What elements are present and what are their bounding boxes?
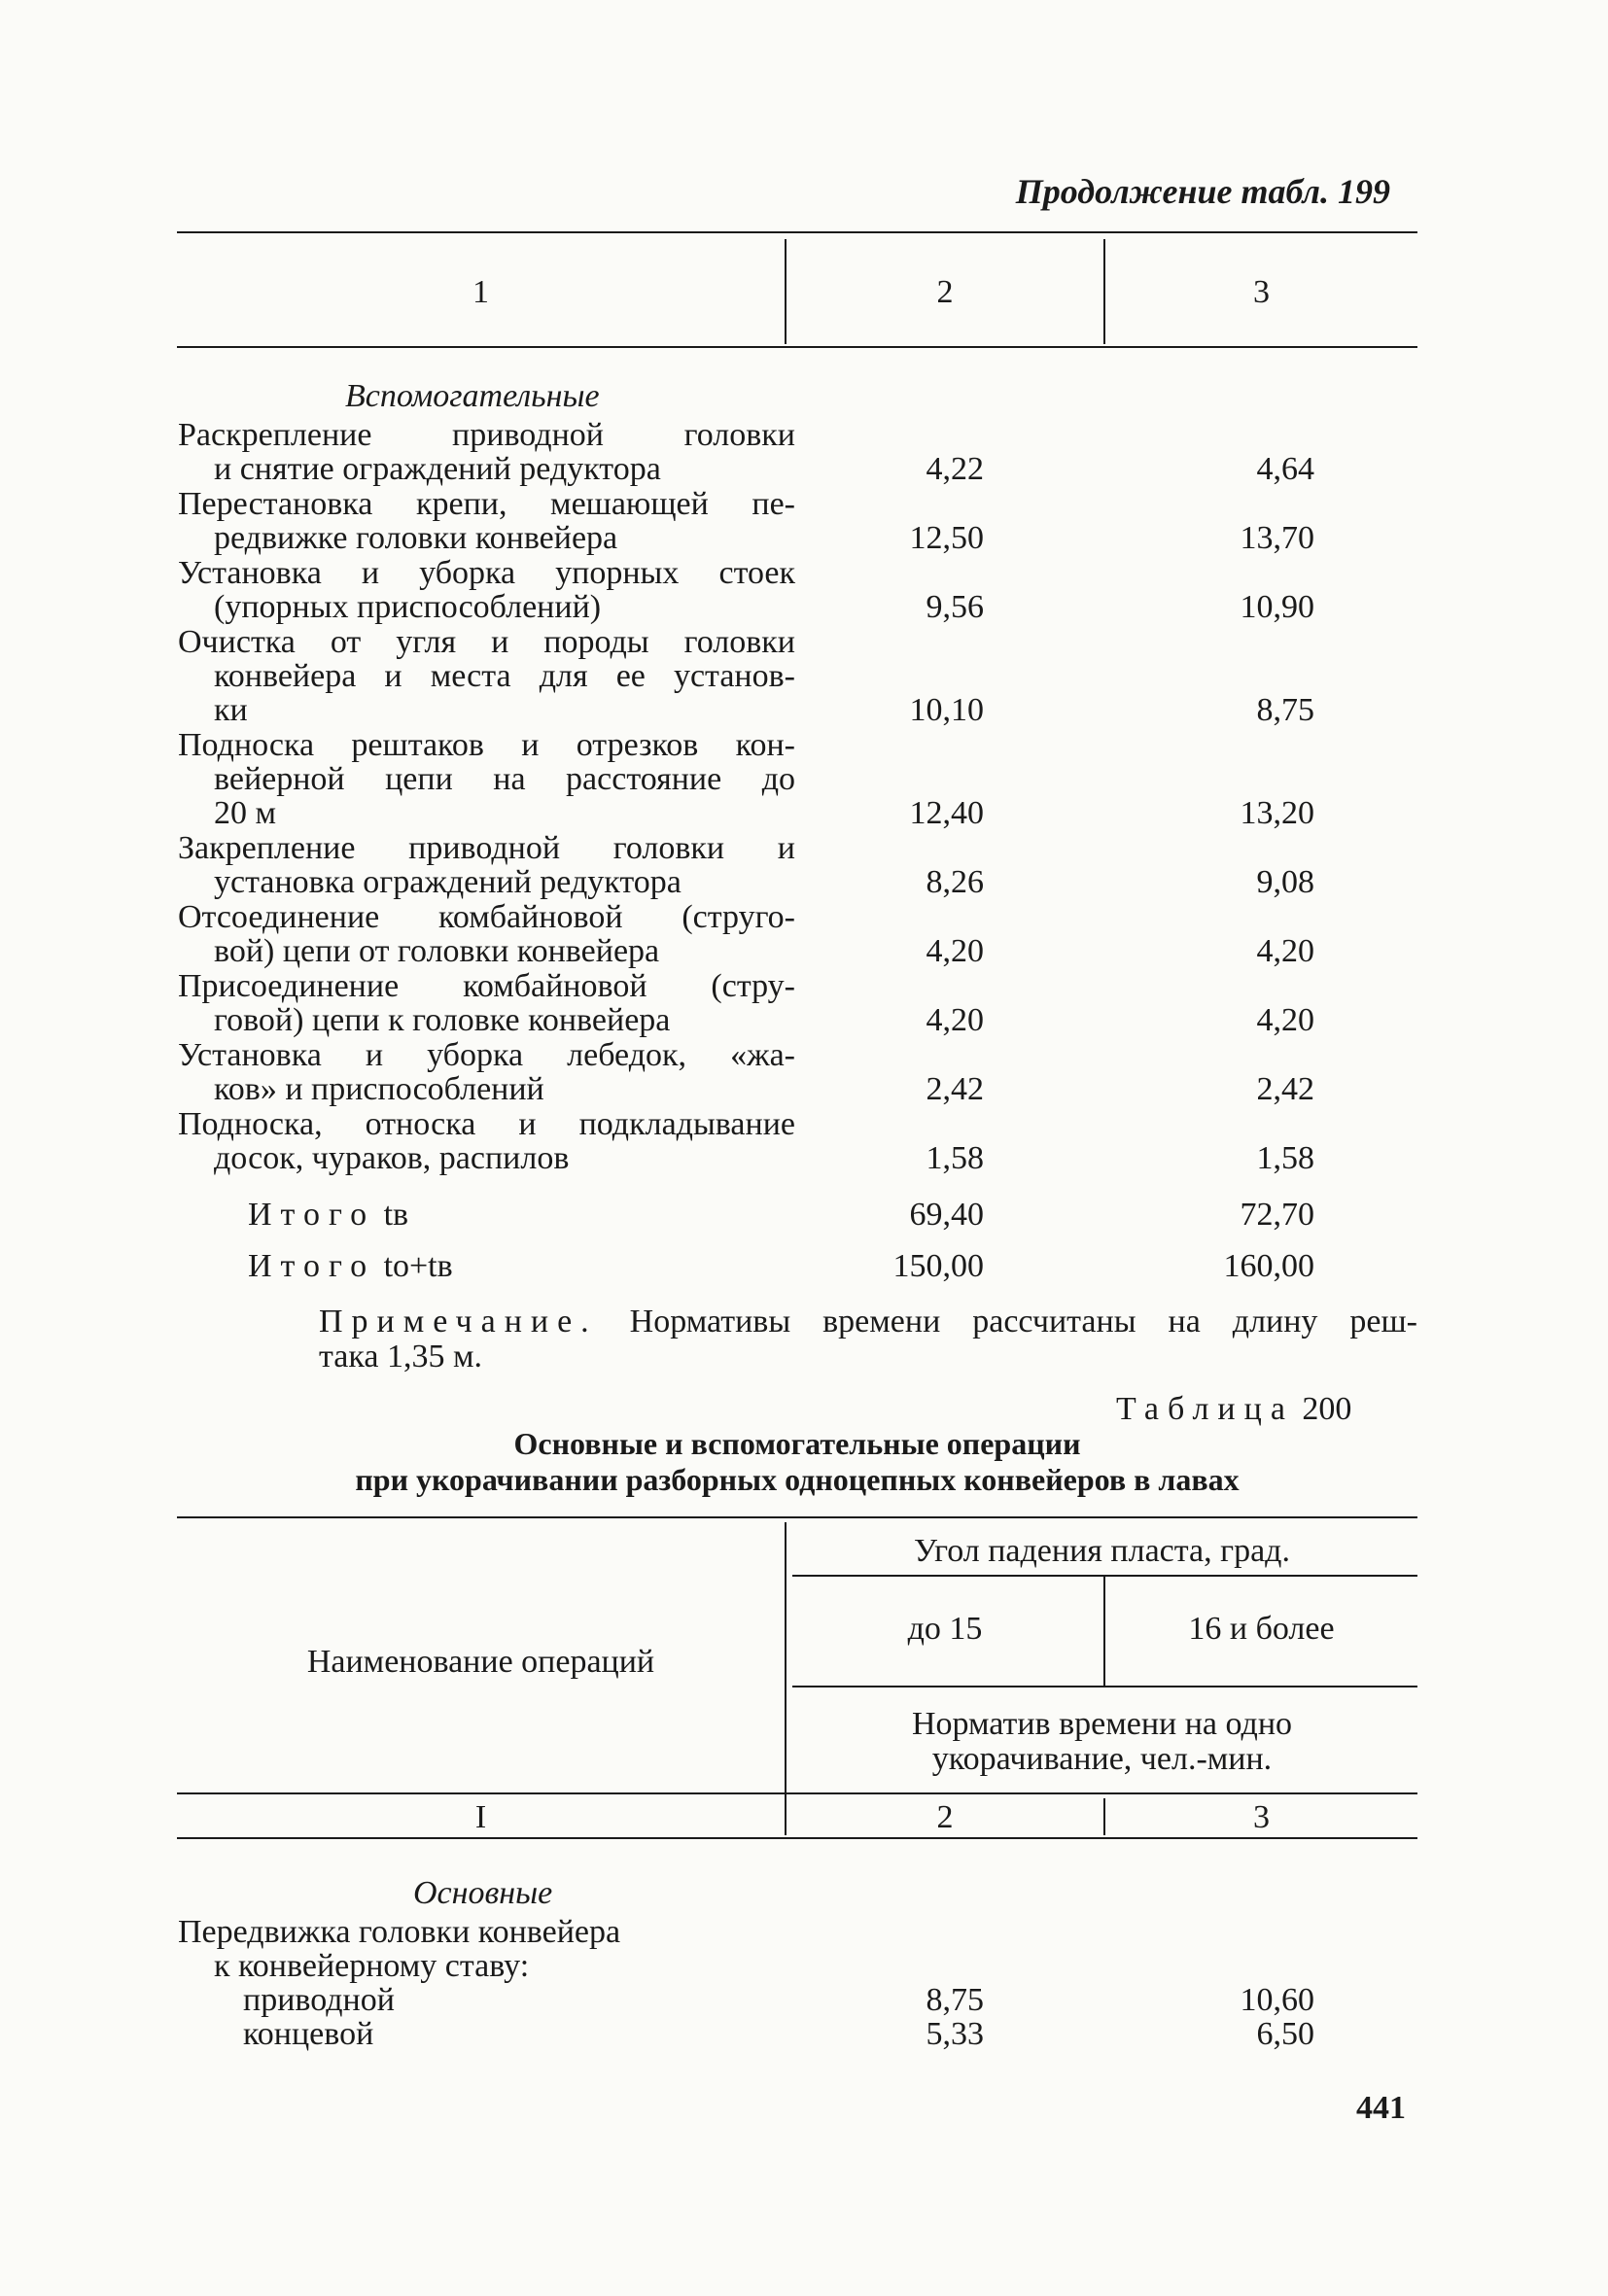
row-value-col3: 10,60: [1240, 1982, 1314, 2018]
table-word: Таблица: [1116, 1391, 1294, 1427]
row-value-col3: 9,08: [1256, 864, 1314, 900]
total-symbol: tо+tв: [383, 1248, 453, 1284]
angle-sub-2: 16 и более: [1188, 1611, 1335, 1647]
row-value-col2: 4,20: [926, 933, 984, 969]
row-label-line: досок, чураков, распилов: [214, 1140, 570, 1176]
angle-header: Угол падения пласта, град.: [914, 1533, 1290, 1569]
row-value-col2: 5,33: [926, 2016, 984, 2052]
table200-title-line1: Основные и вспомогательные операции: [513, 1426, 1081, 1461]
table199-top-rule: [177, 231, 1417, 233]
table199-header-rule: [177, 346, 1417, 348]
norm-header-line1: Норматив времени на одно: [911, 1706, 1293, 1742]
group-line-1: Передвижка головки конвейера: [178, 1914, 621, 1950]
t200-col-number-3: 3: [1253, 1799, 1270, 1835]
row-value-col2: 4,20: [926, 1002, 984, 1038]
row-value-col3: 1,58: [1256, 1140, 1314, 1176]
row-label-line: говой) цепи к головке конвейера: [214, 1002, 671, 1038]
row-value-col3: 4,64: [1256, 451, 1314, 487]
total-word: Итого: [248, 1248, 376, 1284]
section-title-auxiliary: Вспомогательные: [345, 378, 600, 414]
row-label-line: Отсоединение комбайновой (струго-: [178, 899, 795, 935]
row-label-line: ков» и приспособлений: [214, 1071, 544, 1107]
table-number: 200: [1302, 1391, 1352, 1427]
t200-col-number-1: I: [474, 1799, 487, 1835]
norm-header-line2: укорачивание, чел.-мин.: [931, 1741, 1273, 1777]
row-label-line: Подноска рештаков и отрезков кон-: [178, 727, 795, 763]
grand-total-label: [248, 1249, 453, 1283]
col-number-3: 3: [1253, 274, 1270, 310]
row-value-col2: 2,42: [926, 1071, 984, 1107]
row-value-col3: 6,50: [1256, 2016, 1314, 2052]
row-value-col3: 2,42: [1256, 1071, 1314, 1107]
angle-sub-1: до 15: [907, 1611, 983, 1647]
row-label-line: Закрепление приводной головки и: [178, 830, 795, 866]
row-label: концевой: [243, 2016, 374, 2052]
row-value-col2: 12,40: [909, 795, 984, 831]
row-label-line: редвижке головки конвейера: [214, 520, 618, 556]
row-value-col2: 1,58: [926, 1140, 984, 1176]
table200-number-rule: [177, 1837, 1417, 1839]
row-label-line: Подноска, относка и подкладывание: [178, 1106, 795, 1142]
row-label-line: Установка и уборка лебедок, «жа-: [178, 1037, 795, 1073]
total-value-col2: 69,40: [909, 1197, 984, 1233]
total-word: Итого: [248, 1197, 376, 1233]
row-value-col3: 13,70: [1240, 520, 1314, 556]
total-label-tv: [248, 1198, 408, 1232]
note-line-2: така 1,35 м.: [319, 1339, 482, 1374]
row-label-line: установка ограждений редуктора: [214, 864, 682, 900]
row-value-col3: 4,20: [1256, 1002, 1314, 1038]
row-label-line: вейерной цепи на расстояние до: [214, 761, 795, 797]
group-line-2: к конвейерному ставу:: [214, 1948, 530, 1984]
grand-total-col3: 160,00: [1223, 1248, 1314, 1284]
table200-label: [1116, 1392, 1351, 1426]
col-number-2: 2: [936, 274, 954, 310]
row-label-line: Присоединение комбайновой (стру-: [178, 968, 795, 1004]
total-value-col3: 72,70: [1240, 1197, 1314, 1233]
t200-col-number-2: 2: [936, 1799, 954, 1835]
operation-name-header: Наименование операций: [306, 1644, 655, 1680]
row-value-col3: 10,90: [1240, 589, 1314, 625]
row-label-line: Установка и уборка упорных стоек: [178, 555, 795, 591]
row-value-col2: 8,75: [926, 1982, 984, 2018]
row-label-line: ки: [214, 692, 248, 728]
note-label: Примечание.: [319, 1304, 598, 1339]
row-label-line: 20 м: [214, 795, 277, 831]
header-bottom-rule: [177, 1792, 1417, 1794]
row-value-col2: 12,50: [909, 520, 984, 556]
note-line-1: [319, 1305, 1417, 1339]
row-label-line: (упорных приспособлений): [214, 589, 602, 625]
row-value-col2: 8,26: [926, 864, 984, 900]
row-value-col2: 4,22: [926, 451, 984, 487]
total-symbol: tв: [383, 1197, 409, 1233]
grand-total-col2: 150,00: [892, 1248, 984, 1284]
row-label-line: Перестановка крепи, мешающей пе-: [178, 486, 795, 522]
row-label-line: Очистка от угля и породы головки: [178, 624, 795, 660]
page-number: 441: [1356, 2090, 1406, 2126]
row-value-col3: 8,75: [1256, 692, 1314, 728]
row-label: приводной: [243, 1982, 395, 2018]
continuation-header: Продолжение табл. 199: [1015, 172, 1390, 211]
table200-vline-main: [785, 1522, 787, 1835]
note-text: Нормативы времени рассчитаны на длину реш-: [629, 1304, 1418, 1339]
angle-rule: [792, 1575, 1417, 1577]
row-label-line: и снятие ограждений редуктора: [214, 451, 661, 487]
col-number-1: 1: [472, 274, 489, 310]
table200-top-rule: [177, 1516, 1417, 1518]
row-label-line: конвейера и места для ее установ-: [214, 658, 795, 694]
row-label-line: вой) цепи от головки конвейера: [214, 933, 660, 969]
row-value-col3: 4,20: [1256, 933, 1314, 969]
table200-title-line2: при укорачивании разборных одноцепных конвейеров в лавах: [355, 1462, 1240, 1497]
row-value-col2: 9,56: [926, 589, 984, 625]
sub-rule: [792, 1686, 1417, 1687]
row-value-col3: 13,20: [1240, 795, 1314, 831]
section-title-main: Основные: [413, 1875, 553, 1911]
row-label-line: Раскрепление приводной головки: [178, 417, 795, 453]
row-value-col2: 10,10: [909, 692, 984, 728]
